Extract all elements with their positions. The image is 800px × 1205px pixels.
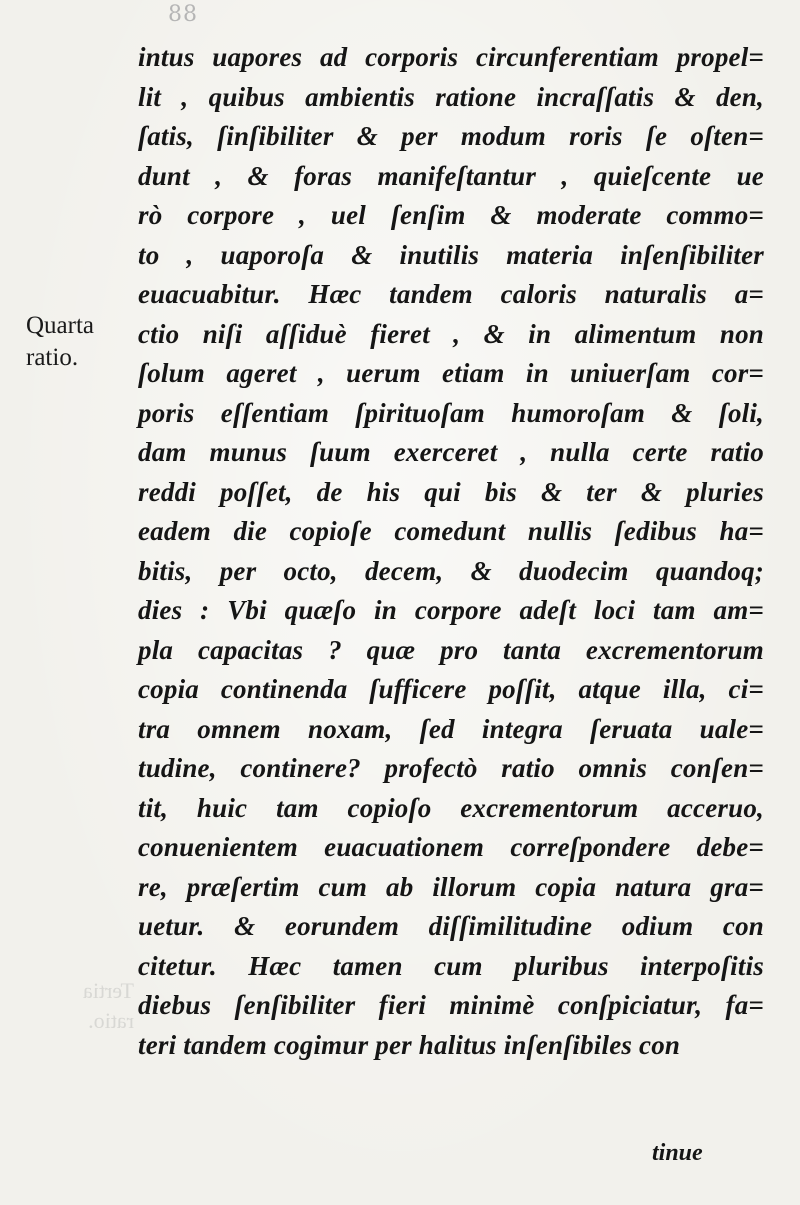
- text-line: rò corpore , uel ſenſim & moderate commo=: [138, 200, 764, 230]
- text-line: poris eſſentiam ſpirituoſam humoroſam & ſoli,: [138, 397, 764, 428]
- text-line: copia continenda ſufficere poſſit, atque illa, ci=: [138, 674, 764, 704]
- margin-note: [26, 310, 94, 374]
- catchword: tinue: [652, 1140, 703, 1166]
- text-line: teri tandem cogimur per halitus inſenſibiles con: [138, 1029, 681, 1060]
- text-line: ſolum ageret , uerum etiam in uniuerſam cor=: [138, 358, 764, 388]
- text-line: intus uapores ad corporis circunferentiam propel=: [138, 42, 764, 72]
- text-line: tit, huic tam copioſo excrementorum acceruo,: [138, 792, 764, 823]
- text-line: ſatis, ſinſibiliter & per modum roris ſe oſten=: [138, 121, 764, 151]
- text-line: eadem die copioſe comedunt nullis ſedibus ha=: [138, 516, 764, 546]
- text-line: diebus ſenſibiliter fieri minimè conſpiciatur, fa=: [138, 990, 764, 1020]
- text-line: dies : Vbi quæſo in corpore adeſt loci tam am=: [138, 595, 764, 625]
- bleed-through-line: ratio.: [88, 1008, 134, 1033]
- text-line: citetur. Hæc tamen cum pluribus interpoſitis: [138, 950, 764, 981]
- bleed-through-line: Tertia: [83, 978, 134, 1003]
- page-number: 88: [168, 2, 198, 27]
- text-line: dunt , & foras manifeſtantur , quieſcente ue: [138, 160, 764, 191]
- text-line: dam munus ſuum exerceret , nulla certe ratio: [138, 437, 764, 467]
- bleed-through-margin-note: [44, 976, 134, 1036]
- margin-note-line: Quarta: [26, 312, 95, 339]
- text-line: reddi poſſet, de his qui bis & ter & pluries: [138, 476, 764, 507]
- text-line: re, præſertim cum ab illorum copia natura gra=: [138, 871, 764, 902]
- text-line: bitis, per octo, decem, & duodecim quandoq;: [138, 555, 764, 586]
- text-line: lit , quibus ambientis ratione incraſſatis & den,: [138, 81, 764, 112]
- text-line: uetur. & eorundem diſſimilitudine odium con: [138, 911, 764, 941]
- text-line: tra omnem noxam, ſed integra ſeruata uale=: [138, 713, 764, 744]
- text-line: euacuabitur. Hæc tandem caloris naturalis a=: [138, 279, 764, 309]
- text-line: pla capacitas ? quæ pro tanta excrementorum: [138, 634, 764, 665]
- text-line: to , uaporoſa & inutilis materia inſenſibiliter: [138, 239, 764, 270]
- text-line: ctio niſi aſſiduè fieret , & in alimentum non: [138, 318, 764, 349]
- text-line: conuenientem euacuationem correſpondere debe=: [138, 832, 764, 862]
- margin-note-line: ratio.: [26, 344, 79, 371]
- text-line: tudine, continere? profectò ratio omnis conſen=: [138, 753, 764, 783]
- body-text: [138, 38, 764, 1065]
